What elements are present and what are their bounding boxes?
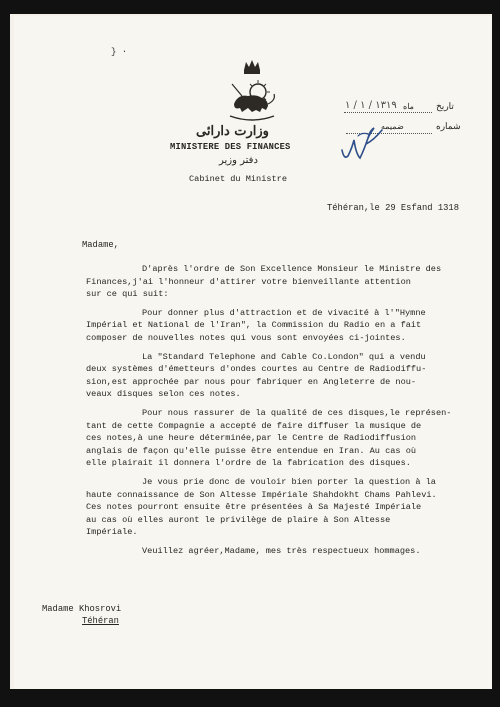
- paragraph-line: elle plairait il donnera l'ordre de la fabrication des disques.: [86, 458, 411, 469]
- paragraph-1: [86, 263, 466, 301]
- scan-border-right: [492, 0, 500, 707]
- paragraph-2: [86, 307, 466, 345]
- attachment-label: ضمیمه: [381, 122, 404, 131]
- closing-paragraph: [86, 545, 466, 558]
- paragraph-line: tant de cette Compagnie a accepté de faire diffuser la musique de: [86, 420, 422, 431]
- paragraph-line: Finances,j'ai l'honneur d'attirer votre bienveillante attention: [86, 276, 411, 287]
- ministry-title-persian: وزارت دارائی: [196, 124, 269, 139]
- scan-border-left: [0, 0, 10, 707]
- margin-mark: } ·: [111, 47, 128, 57]
- date-label: تاریخ: [436, 102, 454, 112]
- lion-and-sun-emblem: [222, 58, 282, 124]
- paragraph-line: au cas où elles auront le privilège de plaire à Son Altesse: [86, 514, 391, 525]
- scan-border-top: [0, 0, 500, 14]
- paragraph-line: deux systèmes d'émetteurs d'ondes courtes au Centre de Radiodiffu-: [86, 364, 427, 375]
- scan-border-bottom: [0, 689, 500, 707]
- salutation: Madame,: [82, 240, 119, 250]
- paragraph-line: Pour donner plus d'attraction et de vivacité à l'"Hymne: [142, 307, 426, 318]
- paragraph-line: haute connaissance de Son Altesse Impériale Shahdokht Chams Pahlevi.: [86, 489, 437, 500]
- date-value: ۱۳۱۹ / ۱ / ۱: [345, 100, 397, 111]
- paragraph-5: [86, 476, 466, 539]
- paragraph-line: Je vous prie donc de vouloir bien porter la question à la: [142, 476, 436, 487]
- month-label: ماه: [403, 102, 414, 111]
- recipient-city: Téhéran: [82, 616, 119, 626]
- paragraph-line: La "Standard Telephone and Cable Co.London" qui a vendu: [142, 351, 426, 362]
- office-title-french: Cabinet du Ministre: [189, 174, 287, 184]
- paragraph-line: Impériale.: [86, 527, 138, 538]
- paragraph-line: Ces notes pourront ensuite être présentées à Sa Majesté Impériale: [86, 502, 422, 513]
- paragraph-line: veaux disques selon ces notes.: [86, 389, 241, 400]
- paragraph-line: anglais de façon qu'elle puisse être entendue en Iran. Au cas où: [86, 445, 417, 456]
- paragraph-line: Impérial et National de l'Iran", la Commission du Radio en a fait: [86, 320, 422, 331]
- paragraph-line: Veuillez agréer,Madame, mes très respectueux hommages.: [142, 545, 421, 556]
- paragraph-3: [86, 351, 466, 401]
- paragraph-line: sur ce qui suit:: [86, 289, 169, 300]
- letter-body: [86, 263, 466, 557]
- place-date: Téhéran,le 29 Esfand 1318: [327, 203, 459, 213]
- paragraph-line: ces notes,à une heure déterminée,par le Centre de Radiodiffusion: [86, 433, 417, 444]
- date-rule: [344, 112, 432, 113]
- paragraph-4: [86, 407, 466, 470]
- paragraph-line: composer de nouvelles notes qui vous sont envoyées ci-jointes.: [86, 332, 406, 343]
- paragraph-line: Pour nous rassurer de la qualité de ces disques,le représen-: [142, 407, 452, 418]
- paragraph-line: D'après l'ordre de Son Excellence Monsieur le Ministre des: [142, 264, 442, 274]
- recipient-name: Madame Khosrovi: [42, 604, 122, 614]
- paragraph-line: sion,est approchée par nous pour fabriquer en Angleterre de nou-: [86, 376, 417, 387]
- ministry-title-french: MINISTERE DES FINANCES: [170, 142, 291, 152]
- number-label: شماره: [436, 122, 461, 132]
- office-title-persian: دفتر وزیر: [219, 155, 258, 166]
- handwritten-initials: [338, 120, 386, 166]
